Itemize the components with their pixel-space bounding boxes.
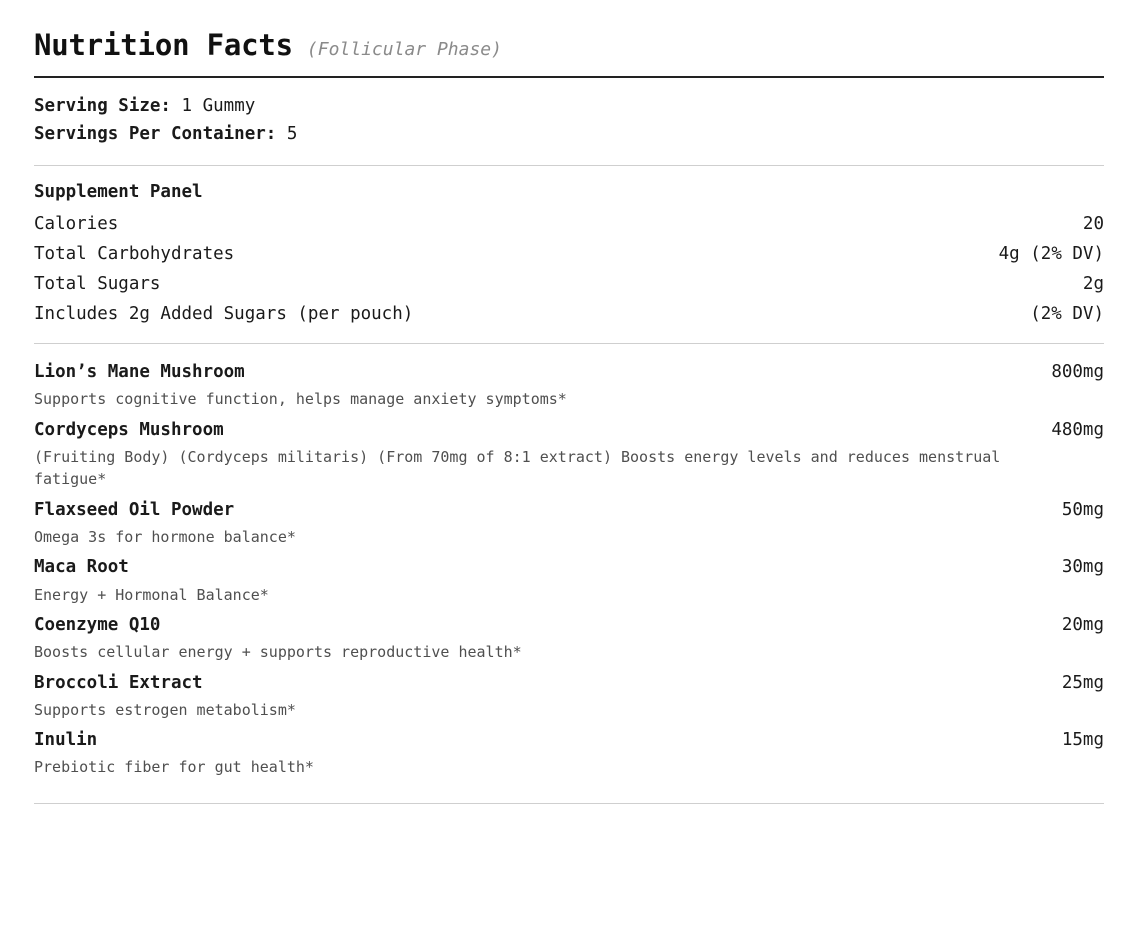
list-item: [34, 670, 1104, 697]
table-row: [34, 269, 1104, 299]
ingredient-list: [34, 344, 1104, 795]
list-item: [34, 359, 1104, 386]
nutrient-label: Total Carbohydrates: [34, 243, 235, 264]
ingredient-name: Lion’s Mane Mushroom: [34, 362, 245, 383]
table-row: [34, 239, 1104, 269]
ingredient-description: Boosts cellular energy + supports reproductive health*: [34, 643, 522, 662]
servings-per-container-line: [34, 120, 1104, 148]
ingredient-name: Cordyceps Mushroom: [34, 419, 224, 440]
supplement-panel: [34, 166, 1104, 343]
ingredient-amount: 25mg: [1061, 672, 1104, 693]
ingredient-description: Omega 3s for hormone balance*: [34, 527, 296, 546]
ingredient-amount: 15mg: [1061, 730, 1104, 751]
phase-label: (Follicular Phase): [306, 39, 502, 60]
serving-size-line: [34, 92, 1104, 120]
ingredient-description: Supports estrogen metabolism*: [34, 700, 296, 719]
list-item: [34, 727, 1104, 754]
ingredient-description: Prebiotic fiber for gut health*: [34, 758, 314, 777]
nutrient-value: 20: [1082, 213, 1104, 234]
panel-header: [34, 28, 1104, 76]
nutrient-value: 2g: [1082, 273, 1104, 294]
serving-size-value: 1 Gummy: [181, 96, 256, 116]
page-title: Nutrition Facts: [34, 28, 293, 62]
nutrient-label: Calories: [34, 213, 119, 234]
nutrient-label: Total Sugars: [34, 273, 161, 294]
ingredient-name: Inulin: [34, 730, 98, 751]
list-item: [34, 417, 1104, 444]
nutrient-value: 4g (2% DV): [998, 243, 1104, 264]
serving-info: [34, 78, 1104, 165]
ingredient-amount: 800mg: [1051, 362, 1104, 383]
servings-per-container-label: Servings Per Container:: [34, 124, 277, 145]
ingredient-name: Broccoli Extract: [34, 672, 203, 693]
serving-size-label: Serving Size:: [34, 96, 171, 116]
list-item: [34, 554, 1104, 581]
nutrient-label: Includes 2g Added Sugars (per pouch): [34, 303, 414, 324]
ingredient-name: Coenzyme Q10: [34, 615, 161, 636]
ingredient-amount: 50mg: [1061, 499, 1104, 520]
ingredient-description: Supports cognitive function, helps manage anxiety symptoms*: [34, 390, 567, 409]
list-item: [34, 612, 1104, 639]
ingredient-amount: 480mg: [1051, 419, 1104, 440]
ingredient-description: (Fruiting Body) (Cordyceps militaris) (From 70mg of 8:1 extract) Boosts energy levels and reduces menstrual fatigue*: [34, 447, 1001, 489]
ingredient-amount: 20mg: [1061, 615, 1104, 636]
table-row: [34, 299, 1104, 329]
footer-divider: [34, 803, 1104, 804]
ingredient-name: Flaxseed Oil Powder: [34, 499, 235, 520]
nutrient-value: (2% DV): [1030, 303, 1104, 324]
table-row: [34, 209, 1104, 239]
ingredient-amount: 30mg: [1061, 557, 1104, 578]
supplement-panel-heading: Supplement Panel: [34, 181, 203, 202]
servings-per-container-value: 5: [286, 124, 298, 145]
ingredient-description: Energy + Hormonal Balance*: [34, 585, 269, 604]
list-item: [34, 497, 1104, 524]
ingredient-name: Maca Root: [34, 557, 129, 578]
